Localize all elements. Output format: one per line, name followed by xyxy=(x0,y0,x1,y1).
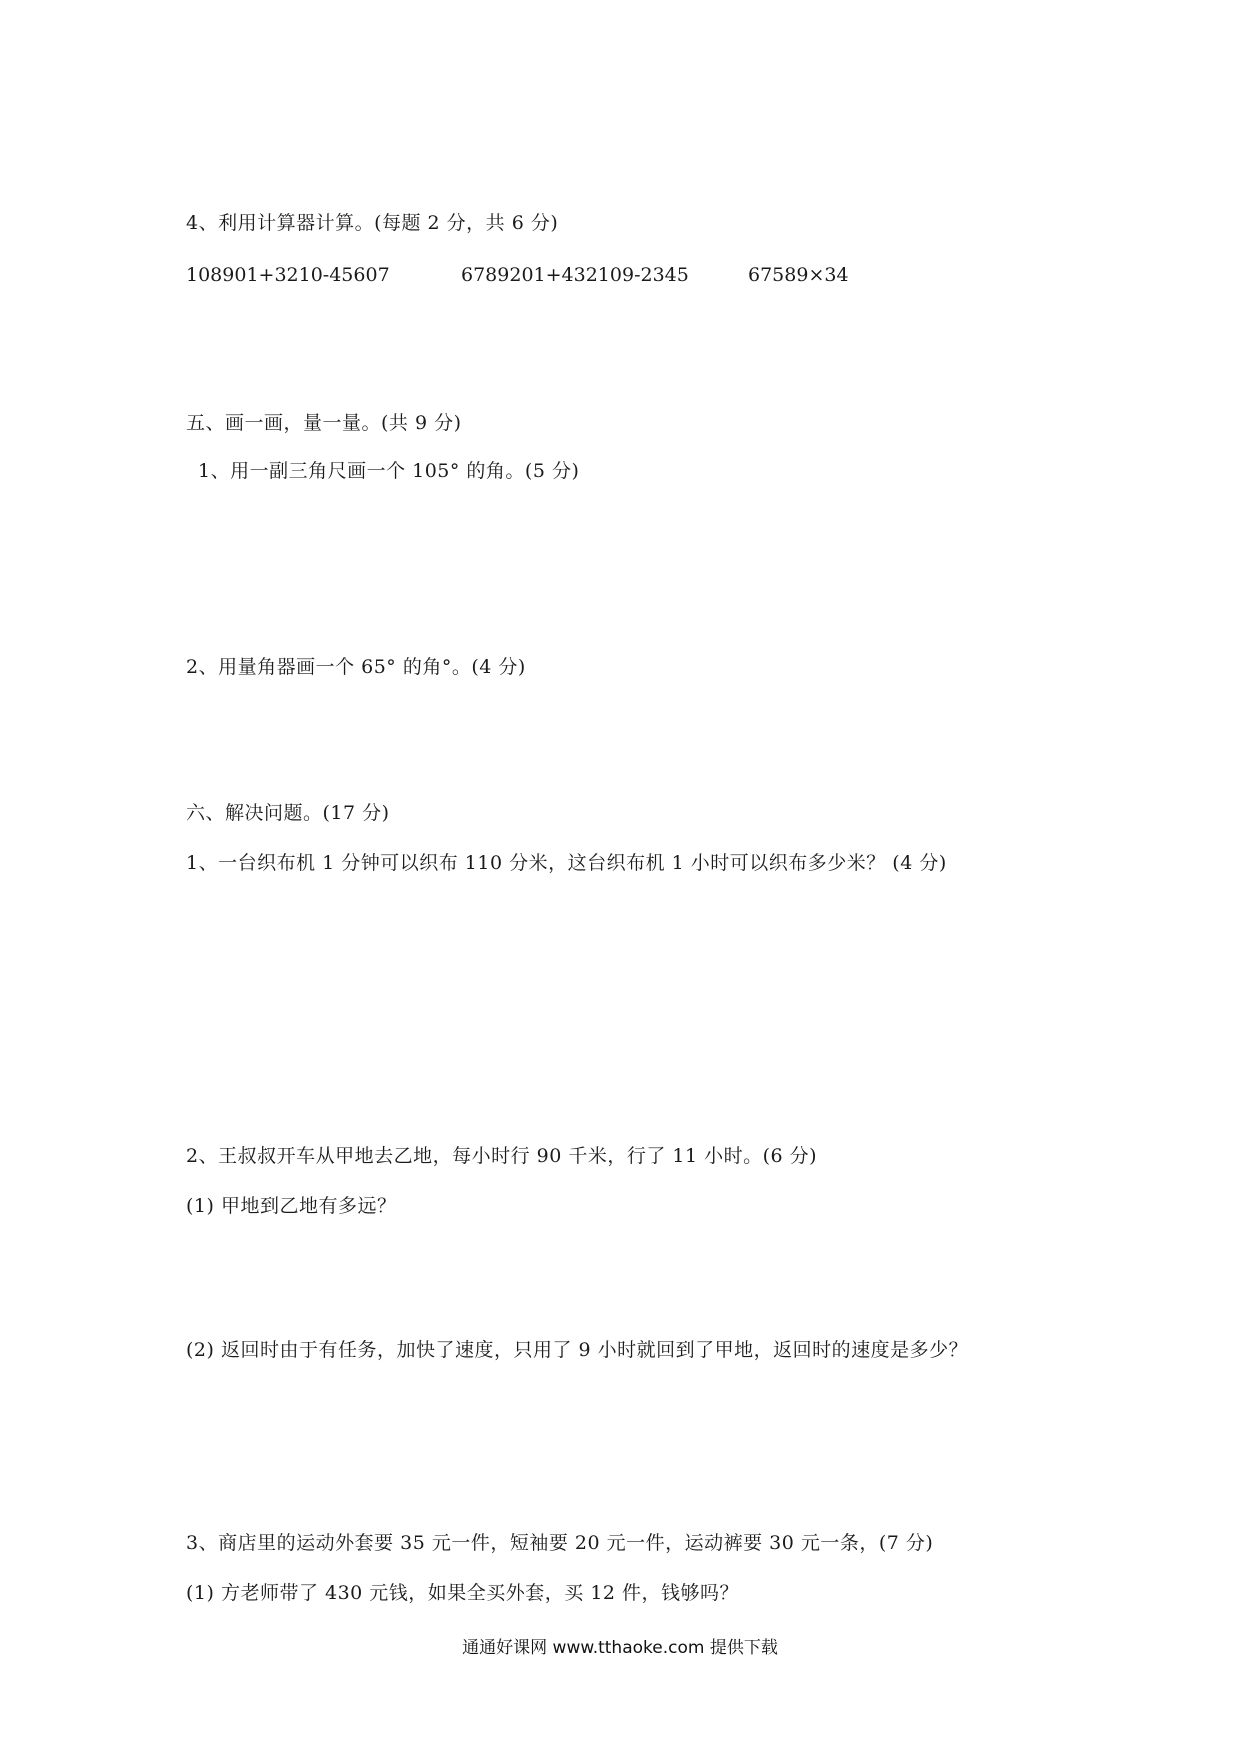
section-6-title: 六、解决问题。(17 分) xyxy=(186,802,390,824)
s6-question-3: 3、商店里的运动外套要 35 元一件，短袖要 20 元一件，运动裤要 30 元一条，(7 分) xyxy=(186,1532,934,1554)
s6-question-2-sub-1: (1) 甲地到乙地有多远？ xyxy=(186,1195,397,1217)
s6-question-2-sub-2: (2) 返回时由于有任务，加快了速度，只用了 9 小时就回到了甲地，返回时的速度是多少？ xyxy=(186,1339,969,1361)
s6-question-1: 1、一台织布机 1 分钟可以织布 110 分米，这台织布机 1 小时可以织布多少米？ (4 分) xyxy=(186,852,947,874)
calc-expression-2: 6789201+432109-2345 xyxy=(461,264,689,286)
s5-question-2: 2、用量角器画一个 65° 的角°。(4 分) xyxy=(186,656,526,678)
page-footer: 通通好课网 www.tthaoke.com 提供下载 xyxy=(462,1638,778,1658)
s5-question-1: 1、用一副三角尺画一个 105° 的角。(5 分) xyxy=(198,460,580,482)
calc-expression-1: 108901+3210-45607 xyxy=(186,264,390,286)
q4-title: 4、利用计算器计算。(每题 2 分，共 6 分) xyxy=(186,212,559,234)
s6-question-2: 2、王叔叔开车从甲地去乙地，每小时行 90 千米，行了 11 小时。(6 分) xyxy=(186,1145,818,1167)
section-5-title: 五、画一画，量一量。(共 9 分) xyxy=(186,412,462,434)
s6-question-3-sub-1: (1) 方老师带了 430 元钱，如果全买外套，买 12 件，钱够吗？ xyxy=(186,1582,740,1604)
calc-expression-3: 67589×34 xyxy=(748,264,849,286)
